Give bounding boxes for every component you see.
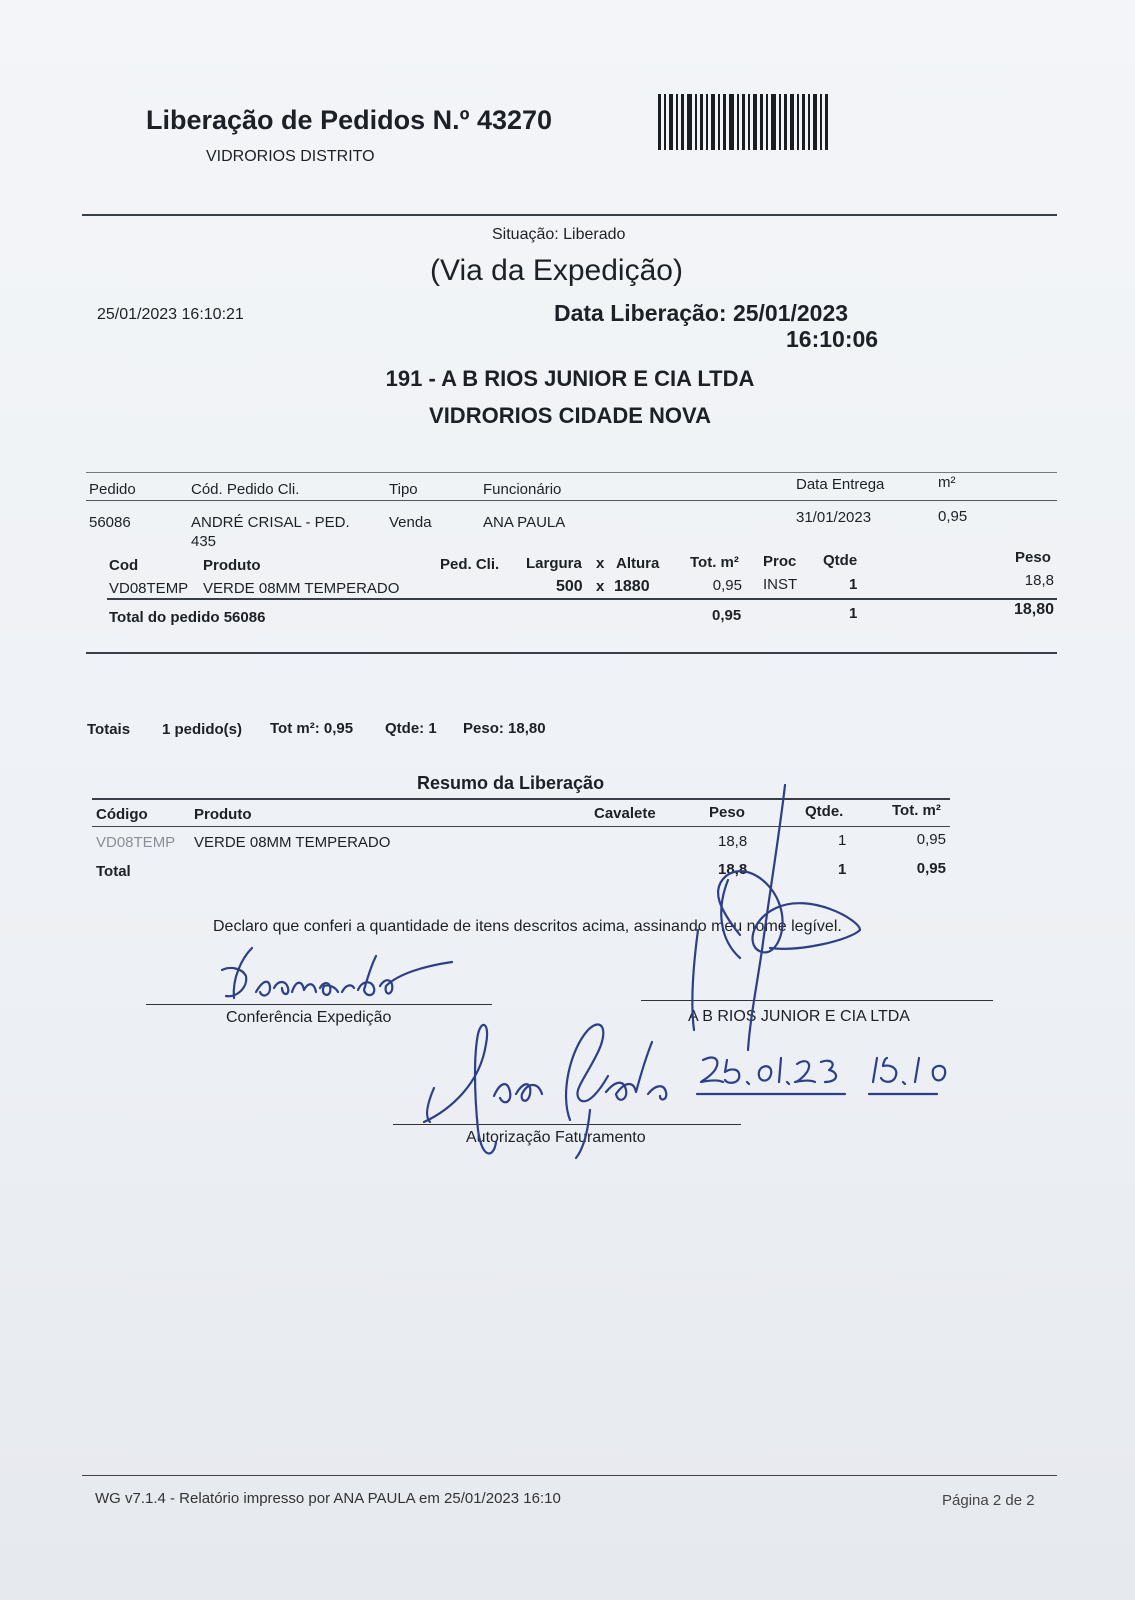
order-cod-pedido-cli: ANDRÉ CRISAL - PED.: [191, 514, 350, 531]
order-total-qtde: 1: [849, 605, 858, 622]
item-header-ped-cli: Ped. Cli.: [440, 556, 500, 573]
summary-row-tot-m2: 0,95: [916, 831, 946, 848]
signature-abrios: [680, 780, 940, 1060]
company-name: VIDRORIOS DISTRITO: [206, 148, 375, 165]
item-header-proc: Proc: [763, 553, 797, 570]
item-altura: 1880: [614, 578, 650, 595]
summary-title: Resumo da Liberação: [417, 773, 605, 793]
order-pedido: 56086: [89, 514, 131, 531]
summary-header-cavalete: Cavalete: [594, 805, 656, 822]
summary-header-produto: Produto: [194, 806, 252, 823]
order-table-top-rule: [86, 472, 1057, 473]
signature-caption-left: Conferência Expedição: [226, 1009, 392, 1026]
order-total-peso: 18,80: [1013, 601, 1054, 618]
item-header-tot-m2: Tot. m²: [690, 554, 739, 571]
barcode-icon: [658, 94, 838, 152]
item-header-x: x: [596, 555, 605, 572]
footer-rule: [82, 1475, 1057, 1476]
summary-header-qtde: Qtde.: [805, 803, 844, 820]
header-divider: [82, 214, 1057, 216]
order-total-rule: [107, 598, 1057, 600]
client-name: 191 - A B RIOS JUNIOR E CIA LTDA: [385, 366, 755, 391]
item-qtde: 1: [849, 576, 858, 593]
order-table-bottom-rule: [86, 652, 1057, 654]
footer-print-info: WG v7.1.4 - Relatório impresso por ANA PAULA em 25/01/2023 16:10: [95, 1490, 561, 1507]
release-time: 16:10:06: [786, 326, 879, 352]
order-total-tot-m2: 0,95: [712, 607, 742, 624]
footer-page-number: Página 2 de 2: [942, 1492, 1035, 1509]
item-header-largura: Largura: [526, 555, 582, 572]
item-header-altura: Altura: [616, 555, 660, 572]
item-tot-m2: 0,95: [712, 577, 742, 594]
totals-tot-m2: Tot m²: 0,95: [270, 720, 354, 737]
summary-total-tot-m2: 0,95: [916, 860, 946, 877]
item-x: x: [596, 578, 605, 595]
order-tipo: Venda: [389, 514, 432, 531]
signature-caption-bottom: Autorização Faturamento: [466, 1129, 646, 1146]
print-datetime: 25/01/2023 16:10:21: [97, 306, 244, 323]
order-header-rule: [86, 500, 1057, 501]
summary-row-qtde: 1: [838, 832, 847, 849]
signature-leonardo: [212, 940, 462, 1010]
col-header-m2: m²: [938, 474, 956, 491]
col-header-funcionario: Funcionário: [483, 481, 562, 498]
signature-ana-paula: [420, 1010, 720, 1170]
release-date: Data Liberação: 25/01/2023: [554, 300, 849, 326]
summary-header-tot-m2: Tot. m²: [892, 802, 941, 819]
document-title: Liberação de Pedidos N.º 43270: [146, 105, 553, 135]
summary-total-label: Total: [96, 863, 131, 880]
item-peso: 18,8: [1024, 572, 1054, 589]
order-data-entrega: 31/01/2023: [796, 509, 872, 526]
handwritten-date: [697, 1050, 977, 1100]
summary-header-peso: Peso: [709, 804, 745, 821]
item-largura: 500: [556, 578, 583, 595]
summary-row-produto: VERDE 08MM TEMPERADO: [194, 834, 391, 851]
item-header-produto: Produto: [203, 557, 261, 574]
item-proc: INST: [763, 576, 798, 593]
summary-row-peso: 18,8: [718, 833, 748, 850]
order-cod-pedido-cli-cont: 435: [191, 533, 217, 550]
totals-qtde: Qtde: 1: [385, 720, 437, 737]
status-text: Situação: Liberado: [492, 226, 626, 243]
totals-label: Totais: [87, 721, 131, 738]
col-header-cod-pedido-cli: Cód. Pedido Cli.: [191, 481, 300, 498]
item-header-peso: Peso: [1015, 549, 1051, 566]
item-header-qtde: Qtde: [823, 552, 858, 569]
order-funcionario: ANA PAULA: [483, 514, 566, 531]
col-header-data-entrega: Data Entrega: [796, 476, 885, 493]
summary-row-codigo: VD08TEMP: [96, 834, 176, 851]
item-produto: VERDE 08MM TEMPERADO: [203, 580, 400, 597]
summary-total-qtde: 1: [838, 861, 847, 878]
order-total-label: Total do pedido 56086: [109, 609, 266, 626]
summary-total-peso: 18,8: [718, 861, 748, 878]
via-title: (Via da Expedição): [430, 254, 683, 287]
client-store: VIDRORIOS CIDADE NOVA: [429, 403, 711, 428]
col-header-tipo: Tipo: [389, 481, 418, 498]
item-header-cod: Cod: [109, 557, 139, 574]
col-header-pedido: Pedido: [89, 481, 136, 498]
summary-header-codigo: Código: [96, 806, 148, 823]
declaration-text: Declaro que conferi a quantidade de itens descritos acima, assinando meu nome legível.: [213, 918, 842, 935]
totals-pedidos: 1 pedido(s): [162, 721, 243, 738]
totals-peso: Peso: 18,80: [463, 720, 546, 737]
signature-caption-right: A B RIOS JUNIOR E CIA LTDA: [688, 1008, 910, 1025]
order-m2: 0,95: [938, 508, 968, 525]
item-cod: VD08TEMP: [109, 580, 189, 597]
